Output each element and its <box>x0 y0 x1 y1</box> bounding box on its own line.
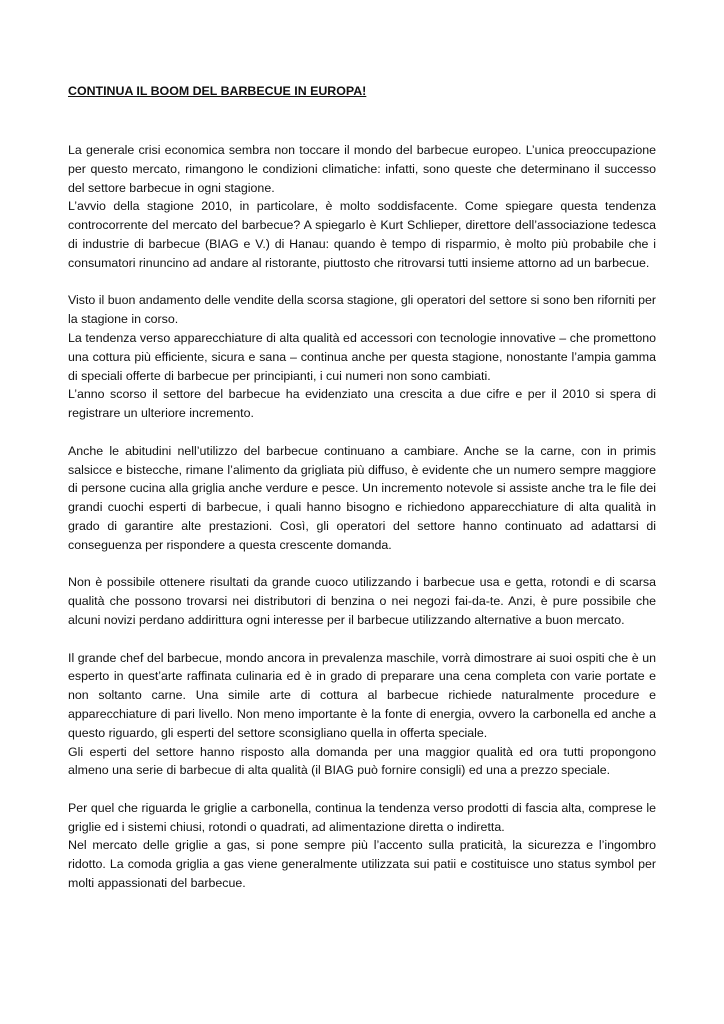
paragraph: Gli esperti del settore hanno risposto alla domanda per una maggior qualità ed ora tutti propongono almeno una serie di barbecue di alta qualità (il BIAG può fornire consigli) ed una a prezzo speciale. <box>68 744 656 778</box>
document-page <box>68 82 656 893</box>
paragraph: Nel mercato delle griglie a gas, si pone sempre più l’accento sulla praticità, la sicurezza e l’ingombro ridotto. La comoda griglia a gas viene generalmente utilizzata sui patii e costituisce uno status symbol per molti appassionati del barbecue. <box>68 838 656 891</box>
paragraph-spacer <box>68 630 656 649</box>
paragraph-spacer <box>68 555 656 574</box>
paragraph: L’anno scorso il settore del barbecue ha evidenziato una crescita a due cifre e per il 2010 si spera di registrare un ulteriore incremento. <box>68 387 656 421</box>
paragraph-spacer <box>68 273 656 292</box>
paragraph: L’avvio della stagione 2010, in particolare, è molto soddisfacente. Come spiegare questa tendenza controcorrente del mercato del barbecue? A spiegarlo è Kurt Schlieper, direttore dell’associazione tedesca di industrie di barbecue (BIAG e V.) di Hanau: quando è tempo di risparmio, è molto più probabile che i consumatori rinuncino ad andare al ristorante, piuttosto che ritrovarsi tutti insieme attorno ad un barbecue. <box>68 199 656 270</box>
paragraph: Il grande chef del barbecue, mondo ancora in prevalenza maschile, vorrà dimostrare ai suoi ospiti che è un esperto in quest’arte raffinata culinaria ed è in grado di preparare una cena completa con varie portate e non soltanto carne. Una simile arte di cottura al barbecue richiede naturalmente procedure e apparecchiature di pari livello. Non meno importante è la fonte di energia, ovvero la carbonella ed anche a questo riguardo, gli esperti del settore sconsigliano quella in offerta speciale. <box>68 650 656 740</box>
paragraph-spacer <box>68 423 656 442</box>
paragraph: La generale crisi economica sembra non toccare il mondo del barbecue europeo. L’unica preoccupazione per questo mercato, rimangono le condizioni climatiche: infatti, sono queste che determinano il successo del settore barbecue in ogni stagione. <box>68 143 656 195</box>
paragraph: Non è possibile ottenere risultati da grande cuoco utilizzando i barbecue usa e getta, rotondi e di scarsa qualità che possono trovarsi nei distributori di benzina o nei negozi fai-da-te. Anzi, è pure possibile che alcuni novizi perdano addirittura ogni interesse per il barbecue utilizzando alternative a buon mercato. <box>68 575 656 627</box>
paragraph-spacer <box>68 780 656 799</box>
paragraph: Per quel che riguarda le griglie a carbonella, continua la tendenza verso prodotti di fascia alta, comprese le griglie ed i sistemi chiusi, rotondi o quadrati, ad alimentazione diretta o indiretta. <box>68 800 656 834</box>
document-title: CONTINUA IL BOOM DEL BARBECUE IN EUROPA! <box>68 84 367 98</box>
paragraph: La tendenza verso apparecchiature di alta qualità ed accessori con tecnologie innovative – che promettono una cottura più efficiente, sicura e sana – continua anche per questa stagione, nonostante l’ampia gamma di speciali offerte di barbecue per principianti, i cui numeri non sono cambiati. <box>68 330 656 383</box>
paragraph: Anche le abitudini nell’utilizzo del barbecue continuano a cambiare. Anche se la carne, con in primis salsicce e bistecche, rimane l’alimento da grigliata più diffuso, è evidente che un numero sempre maggiore di persone cucina alla griglia anche verdure e pesce. Un incremento notevole si assiste anche tra le file dei grandi cuochi esperti di barbecue, i quali hanno bisogno e richiedono apparecchiature di alta qualità in grado di garantire alte prestazioni. Così, gli operatori del settore hanno continuato ad adattarsi di conseguenza per rispondere a questa crescente domanda. <box>68 443 656 552</box>
paragraph: Visto il buon andamento delle vendite della scorsa stagione, gli operatori del settore si sono ben riforniti per la stagione in corso. <box>68 293 656 327</box>
